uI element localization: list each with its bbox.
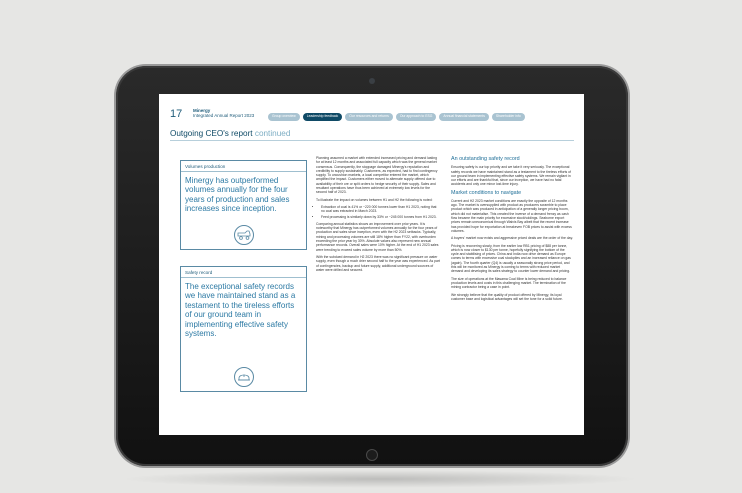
highlight-box-safety [180, 266, 307, 392]
paragraph: Ensuring safety is our top priority and we take it very seriously. The exceptional safety records we have maintained stand as a testament to the tireless efforts of our ground team in implementing effective safety systems. We remain vigilant in our efforts and are thankful that, since our inception, we have had no fatal accidents and only one minor lost-time injury. [451, 165, 571, 187]
page-number: 17 [170, 108, 183, 120]
highlight-text: The exceptional safety records we have maintained stand as a testament to the tireless efforts of our ground team in implementing effective safety systems. [185, 282, 296, 339]
paragraph: The size of operations at the Masama Coal Mine is being reduced to balance production levels and costs in this challenging market. The termination of the mining contractor being a case in point. [451, 276, 567, 290]
section-heading: An outstanding safety record [451, 156, 520, 162]
tab-approach-esg[interactable]: Our approach to ESG [396, 113, 437, 121]
title-divider [170, 140, 574, 141]
home-button[interactable] [366, 449, 378, 461]
highlight-heading: Volumes production [181, 161, 306, 172]
right-text-column [451, 156, 573, 304]
list-item: • Extraction of coal is 41% or ~220 000 tonnes lower than H1 2023, noting that no coal was extracted in March 2023. [321, 205, 440, 214]
brand-block [193, 108, 254, 118]
highlight-text: Minergy has outperformed volumes annually for the four years of production and sales increases since inception. [185, 176, 290, 214]
page-title-suffix: continued [254, 129, 291, 138]
report-header [159, 94, 584, 126]
highlight-box-volumes [180, 160, 307, 250]
mining-truck-icon [234, 225, 254, 245]
bullet-list [316, 205, 440, 219]
paragraph: Comparing annual statistics shows an improvement over prior years. It is noteworthy that Minergy has outperformed volumes annually for the four years of production and sales since inception, even with the H2 2023 setbacks. Typically, mining and processing volumes are still 18% higher than FY22, with overburden exceeding the prior year by 30%. Absolute values also represent new annual performance records. Overall sales were 10% higher. At the end of H1 2023 sales were trending to exceed sales volume by more than 50%. [316, 221, 439, 252]
paragraph: A buyers' market now exists and aggressive priced deals are the order of the day. [451, 236, 573, 241]
paragraph: Pricing is recovering slowly, from the earlier low RB1 pricing of $88 per tonne, which is now closer to $130 per tonne, hopefully signifying the bottom of the cycle and stabilising of prices. China and India now drive demand as Europe comes to terms with excessive coal stockpiles and an increased reliance on gas (again). The fourth quarter (Q4) is usually a seasonally strong price period, and this will be monitored as Minergy is coming to terms with reduced market demand and developing its sales strategy to counter lower demand and pricing. [451, 243, 571, 274]
tab-shareholder-info[interactable]: Shareholder info [492, 113, 525, 121]
paragraph: With the subdued demand in H2 2023 there was no significant pressure on water supply, even though a much drier second half to the year was experienced. As part of contingencies, backup and future supply, additional underground sources of water were drilled and secured. [316, 254, 440, 272]
section-heading: Market conditions to navigate [451, 189, 522, 196]
paragraph: Current and H2 2023 market conditions are exactly the opposite of 12 months ago. The market is oversupplied with product as producers scramble to place product which was produced in anticipation of a generally longer pricing boom, which did not materialise. This created the inverse of a demand frenzy as cash flow became the main priority for excessive stockholdings. Seaborne export prices remain uneconomical through Walvis Bay albeit that the recent increase has provided hope for exportation at breakeven FOB prices to assist with excess volumes. [451, 198, 572, 233]
tablet-screen [159, 94, 584, 435]
tablet-shadow [120, 470, 640, 488]
highlight-heading: Safety record [181, 267, 306, 278]
middle-text-column [316, 156, 440, 275]
paragraph: We strongly believe that the quality of product offered by Minergy, its loyal customer base and logistical advantages will set the tone for a solid future. [451, 292, 563, 301]
paragraph: To illustrate the impact on volumes between H1 and H2 the following is noted: [316, 197, 433, 202]
tab-resources-returns[interactable]: Our resources and returns [345, 113, 393, 121]
page-title-text: Outgoing CEO's report [170, 129, 253, 138]
report-name: Integrated Annual Report 2023 [193, 113, 255, 118]
section-tabs [268, 113, 525, 121]
page-title [170, 129, 290, 138]
tab-financial-statements[interactable]: Annual financial statements [439, 113, 488, 121]
brand-name: Minergy [193, 108, 211, 113]
paragraph: Planning assumed a market with extended increased pricing and demand lasting for at least 12 months and associated full capacity which was the general market consensus. Consequently, the stoppage damaged Minergy's reputation and credibility to supply sustainably. Customers, as expected, had to find contingency supply. To uncushion markets, a local competitor entered the market, which amplified the impact. Customers either moved to alternate supply offered due to availability of their ore or split orders to hedge security of their supply. Sales and resultant operations have thus been achieved at extremely low levels for the second half of 2023. [316, 156, 438, 195]
tab-leadership-feedback[interactable]: Leadership feedback [303, 113, 342, 121]
list-item: • Feed processing is similarly down by 33% or ~245 000 tonnes from H1 2023. [321, 215, 440, 219]
camera-icon [369, 78, 375, 84]
hard-hat-icon [234, 367, 254, 387]
tab-group-overview[interactable]: Group overview [268, 113, 300, 121]
